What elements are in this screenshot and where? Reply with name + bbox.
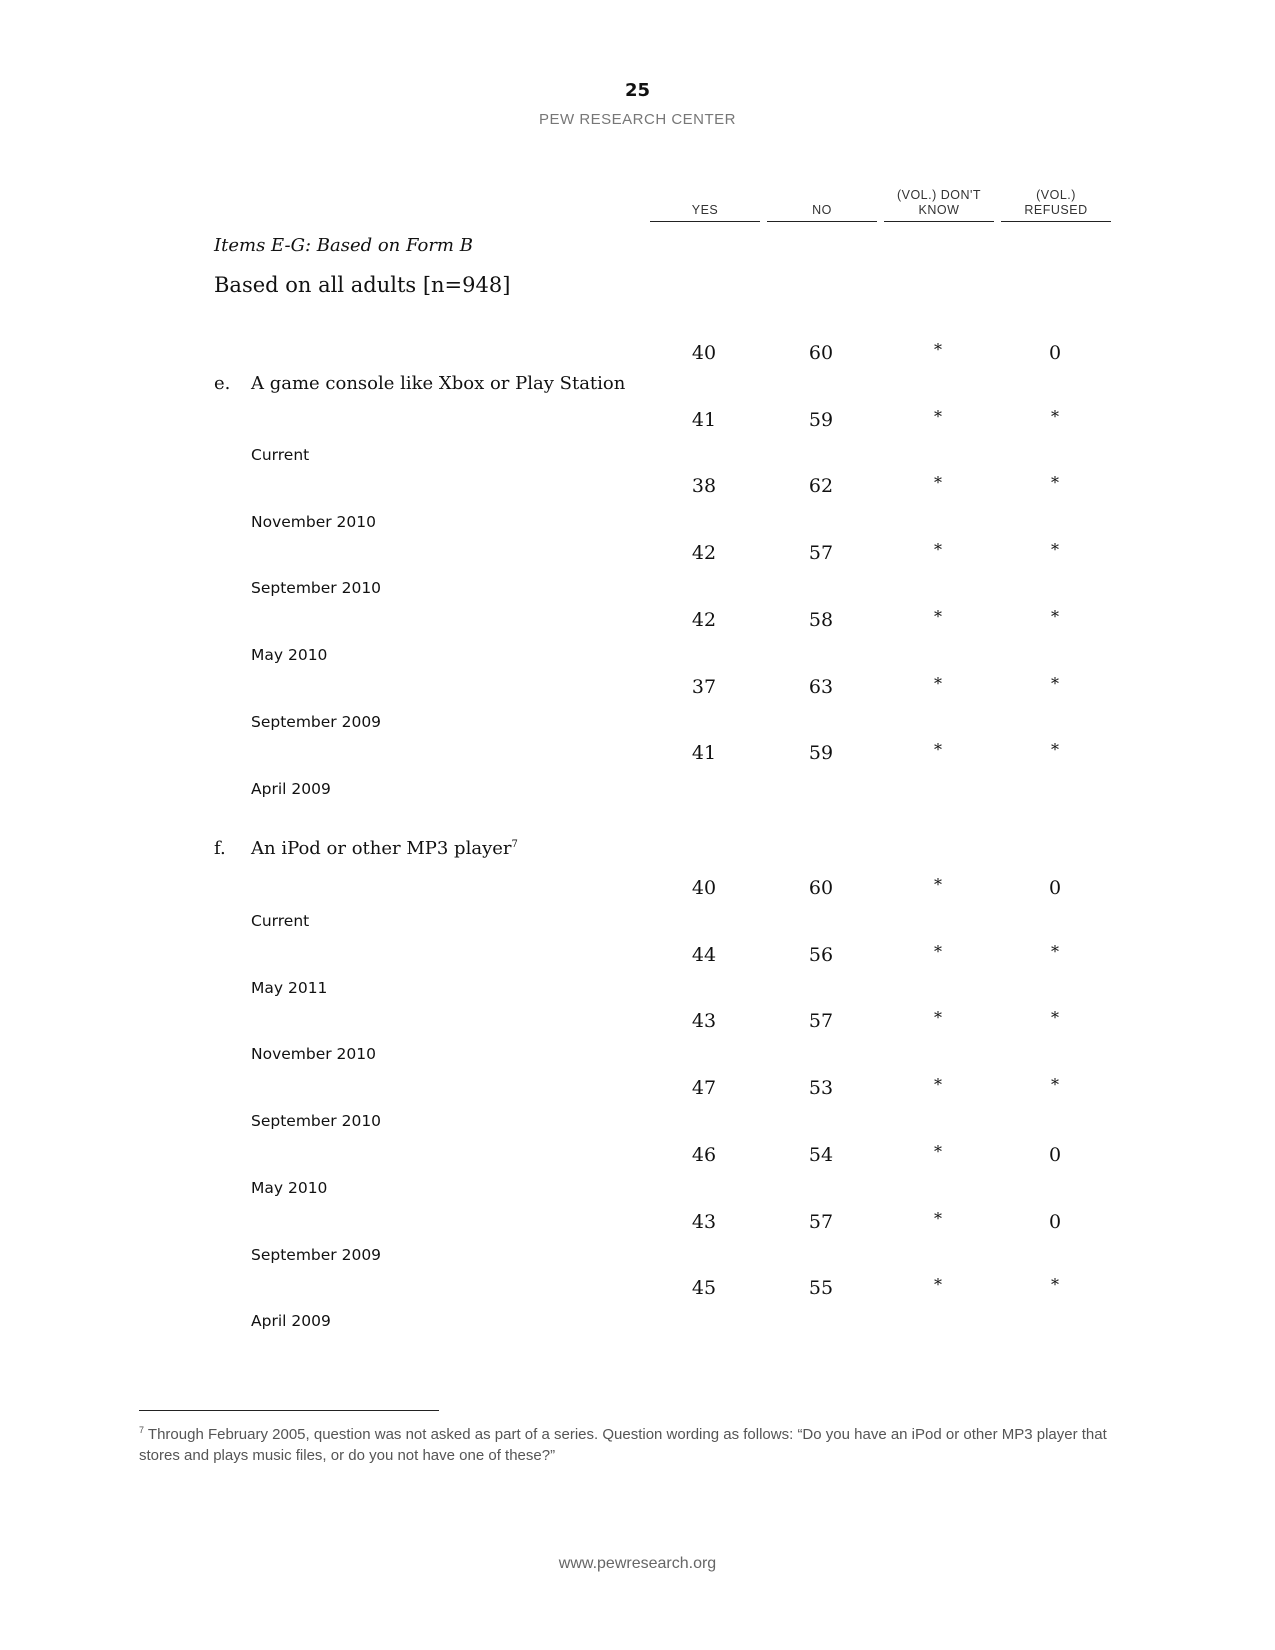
cell-value: * bbox=[934, 406, 942, 426]
cell-value: 42 bbox=[691, 608, 717, 631]
row-label: April 2009 bbox=[251, 1312, 331, 1331]
footnote-reference: 7 bbox=[511, 839, 518, 850]
cell-value: 60 bbox=[808, 877, 834, 899]
column-header-yes: YES bbox=[650, 203, 760, 218]
cell-value: 43 bbox=[691, 1010, 717, 1033]
cell-value: 0 bbox=[1048, 342, 1062, 364]
cell-value: 58 bbox=[808, 608, 834, 631]
column-header-no: NO bbox=[767, 203, 877, 218]
item-title-text: A game console like Xbox or Play Station bbox=[251, 373, 626, 394]
cell-value: 44 bbox=[691, 943, 717, 966]
cell-value: 40 bbox=[691, 342, 717, 364]
row-label: September 2009 bbox=[251, 712, 382, 731]
cell-value: * bbox=[1051, 740, 1059, 760]
row-label: May 2011 bbox=[251, 978, 328, 997]
cell-value: * bbox=[934, 1008, 942, 1028]
org-header: PEW RESEARCH CENTER bbox=[538, 111, 737, 128]
cell-value: * bbox=[934, 1075, 942, 1095]
cell-value: * bbox=[1051, 1275, 1059, 1295]
cell-value: * bbox=[934, 875, 942, 894]
cell-value: * bbox=[1051, 406, 1059, 426]
item-title-text: An iPod or other MP3 player bbox=[251, 838, 512, 859]
cell-value: * bbox=[934, 340, 942, 359]
row-label: September 2009 bbox=[251, 1245, 382, 1264]
row-label: September 2010 bbox=[251, 1112, 382, 1131]
cell-value: 0 bbox=[1048, 1143, 1062, 1166]
cell-value: * bbox=[934, 1275, 942, 1295]
cell-value: 63 bbox=[808, 675, 834, 698]
cell-value: * bbox=[1051, 540, 1059, 560]
cell-value: 57 bbox=[808, 542, 834, 565]
cell-value: 38 bbox=[691, 475, 717, 498]
row-label: Current bbox=[251, 446, 310, 464]
item-title bbox=[251, 838, 518, 859]
row-label: Current bbox=[251, 912, 310, 930]
cell-value: 41 bbox=[691, 742, 717, 765]
cell-value: 59 bbox=[808, 742, 834, 765]
row-label: April 2009 bbox=[251, 779, 331, 798]
footer-url: www.pewresearch.org bbox=[558, 1555, 717, 1572]
cell-value: 53 bbox=[808, 1077, 834, 1100]
row-label: September 2010 bbox=[251, 579, 382, 598]
column-header-refused: (VOL.) REFUSED bbox=[1001, 188, 1111, 218]
cell-value: 62 bbox=[808, 475, 834, 498]
cell-value: * bbox=[1051, 606, 1059, 626]
footnote-marker: 7 bbox=[139, 1425, 145, 1435]
item-letter: e. bbox=[214, 373, 231, 394]
page-number: 25 bbox=[624, 80, 651, 101]
item-letter: f. bbox=[214, 838, 226, 859]
cell-value: 41 bbox=[691, 408, 717, 431]
form-subtitle: Items E-G: Based on Form B bbox=[214, 235, 473, 256]
cell-value: 0 bbox=[1048, 1210, 1062, 1233]
cell-value: * bbox=[934, 1141, 942, 1161]
cell-value: * bbox=[1051, 1008, 1059, 1028]
cell-value: 57 bbox=[808, 1010, 834, 1033]
cell-value: 46 bbox=[691, 1143, 717, 1166]
row-label: November 2010 bbox=[251, 1045, 377, 1064]
footnote bbox=[139, 1420, 1149, 1466]
cell-value: 57 bbox=[808, 1210, 834, 1233]
cell-value: * bbox=[934, 606, 942, 626]
cell-value: 37 bbox=[691, 675, 717, 698]
cell-value: * bbox=[934, 673, 942, 693]
footnote-text: Through February 2005, question was not asked as part of a series. Question wording as follows: “Do you have an iPod or other MP3 player that stores and plays music files, or do you not have one of these?” bbox=[139, 1426, 1107, 1464]
column-header-dont-know: (VOL.) DON'T KNOW bbox=[884, 188, 994, 218]
cell-value: 40 bbox=[691, 877, 717, 899]
row-label: May 2010 bbox=[251, 1178, 328, 1197]
cell-value: * bbox=[934, 740, 942, 760]
row-label: November 2010 bbox=[251, 512, 377, 531]
footnote-divider bbox=[139, 1410, 439, 1411]
item-title bbox=[251, 373, 625, 394]
row-label: May 2010 bbox=[251, 646, 328, 665]
cell-value: 55 bbox=[808, 1277, 834, 1300]
cell-value: 56 bbox=[808, 943, 834, 966]
cell-value: * bbox=[934, 941, 942, 961]
cell-value: * bbox=[1051, 673, 1059, 693]
cell-value: 0 bbox=[1048, 877, 1062, 899]
cell-value: 59 bbox=[808, 408, 834, 431]
cell-value: 54 bbox=[808, 1143, 834, 1166]
cell-value: 43 bbox=[691, 1210, 717, 1233]
cell-value: * bbox=[1051, 941, 1059, 961]
base-note: Based on all adults [n=948] bbox=[214, 273, 511, 297]
cell-value: 42 bbox=[691, 542, 717, 565]
cell-value: * bbox=[934, 1208, 942, 1228]
cell-value: 47 bbox=[691, 1077, 717, 1100]
cell-value: * bbox=[1051, 1075, 1059, 1095]
cell-value: * bbox=[934, 473, 942, 493]
cell-value: * bbox=[934, 540, 942, 560]
cell-value: 45 bbox=[691, 1277, 717, 1300]
cell-value: * bbox=[1051, 473, 1059, 493]
cell-value: 60 bbox=[808, 342, 834, 364]
